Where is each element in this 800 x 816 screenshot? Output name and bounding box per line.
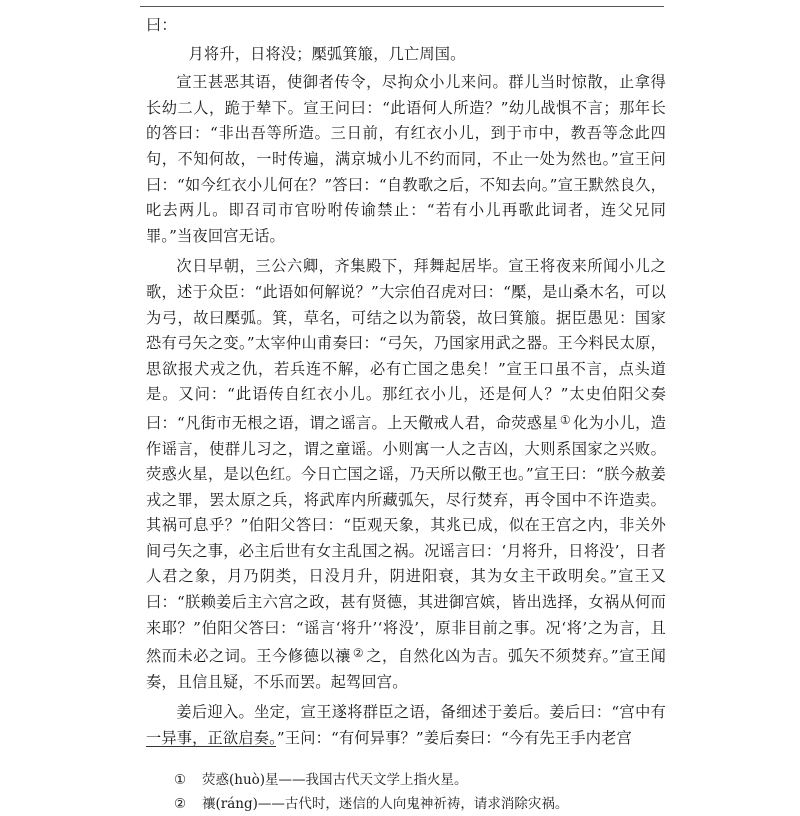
footnote-mark: ① [174, 772, 187, 788]
poem-line: 月将升，日将没；檿弧箕箙，几亡周国。 [188, 44, 466, 63]
paragraph-text: 次日早朝，三公六卿，齐集殿下，拜舞起居毕。宣王将夜来所闻小儿之歌，述于众臣：“此语如何解说？”大宗伯召虎对曰：“檿，是山桑木名，可以为弓，故曰檿弧。箕，草名，可结之以为箭袋，故曰箕箙。据臣愚见：国家恐有弓矢之变。”太宰仲山甫奏曰：“弓矢，乃国家用武之器。王今料民太原，思欲报犬戎之仇，若兵连不解，必有亡国之患矣！”宣王口虽不言，点头道是。又问：“此语传自红衣小儿。那红衣小儿，还是何人？”太史伯阳父奏曰：“凡街市无根之语，谓之谣言。上天儆戒人君，命荧惑星 [146, 257, 666, 432]
footnote-text: 荧惑(huò)星——我国古代天文学上指火星。 [202, 772, 468, 788]
paragraph-text: 化为小儿，造作谣言，使群儿习之，谓之童谣。小则寓一人之吉凶，大则系国家之兴败。荧惑火星，是以色红。今日亡国之谣，乃天所以儆王也。”宣王曰：“朕今赦姜戎之罪，罢太原之兵，将武库内所藏弧矢，尽行焚弃，再令国中不许造卖。其祸可息乎？”伯阳父答曰：“臣观天象，其兆已成，似在王宫之内，非关外间弓矢之事，必主后世有女主乱国之祸。况谣言曰：‘月将升，日将没’，日者人君之象，月乃阴类，日没月升，阴进阳衰，其为女主干政明矣。”宣王又曰：“朕赖姜后主六宫之政，甚有贤德，其进御宫嫔，皆出选择，女祸从何而来耶？”伯阳父答曰：“谣言‘将升’‘将没’，原非目前之事。况‘将’之为言，且然而未必之词。王今修德以禳 [146, 413, 666, 666]
footnote-ref-2[interactable]: ② [352, 646, 365, 661]
footnote-ref-1[interactable]: ① [559, 412, 571, 427]
footnote-separator [146, 746, 276, 747]
paragraph: 宣王甚恶其语，使御者传令，尽拘众小儿来问。群儿当时惊散，止拿得长幼二人，跪于辇下。宣王问曰：“此语何人所造？”幼儿战惧不言；那年长的答曰：“非出吾等所造。三日前，有红衣小儿，到于市中，教吾等念此四句，不知何故，一时传遍，满京城小儿不约而同，不止一处为然也。”宣王问曰：“如今红衣小儿何在？”答曰：“自教歌之后，不知去向。”宣王默然良久，叱去两儿。即召司市官吩咐传谕禁止：“若有小儿再歌此词者，连父兄同罪。”当夜回宫无话。 [146, 73, 666, 245]
paragraph [146, 254, 666, 695]
footnote [174, 792, 674, 816]
paragraph-text: 之，自然化凶为吉。弧矢不须焚弃。”宣王闻奏，且信且疑，不乐而罢。起驾回宫。 [146, 647, 666, 691]
paragraph: 姜后迎入。坐定，宣王遂将群臣之语，备细述于姜后。姜后曰：“宫中有一异事，正欲启奏。”王问：“有何异事？”姜后奏曰：“今有先王手内老宫 [146, 703, 666, 748]
footnote-text: 禳(ráng)——古代时，迷信的人向鬼神祈祷，请求消除灾祸。 [202, 796, 569, 812]
body-text [146, 13, 666, 752]
top-rule [140, 6, 664, 7]
footnote [174, 768, 674, 792]
footnotes [174, 768, 674, 816]
paragraph: 曰： [146, 16, 177, 34]
footnote-mark: ② [174, 796, 187, 812]
